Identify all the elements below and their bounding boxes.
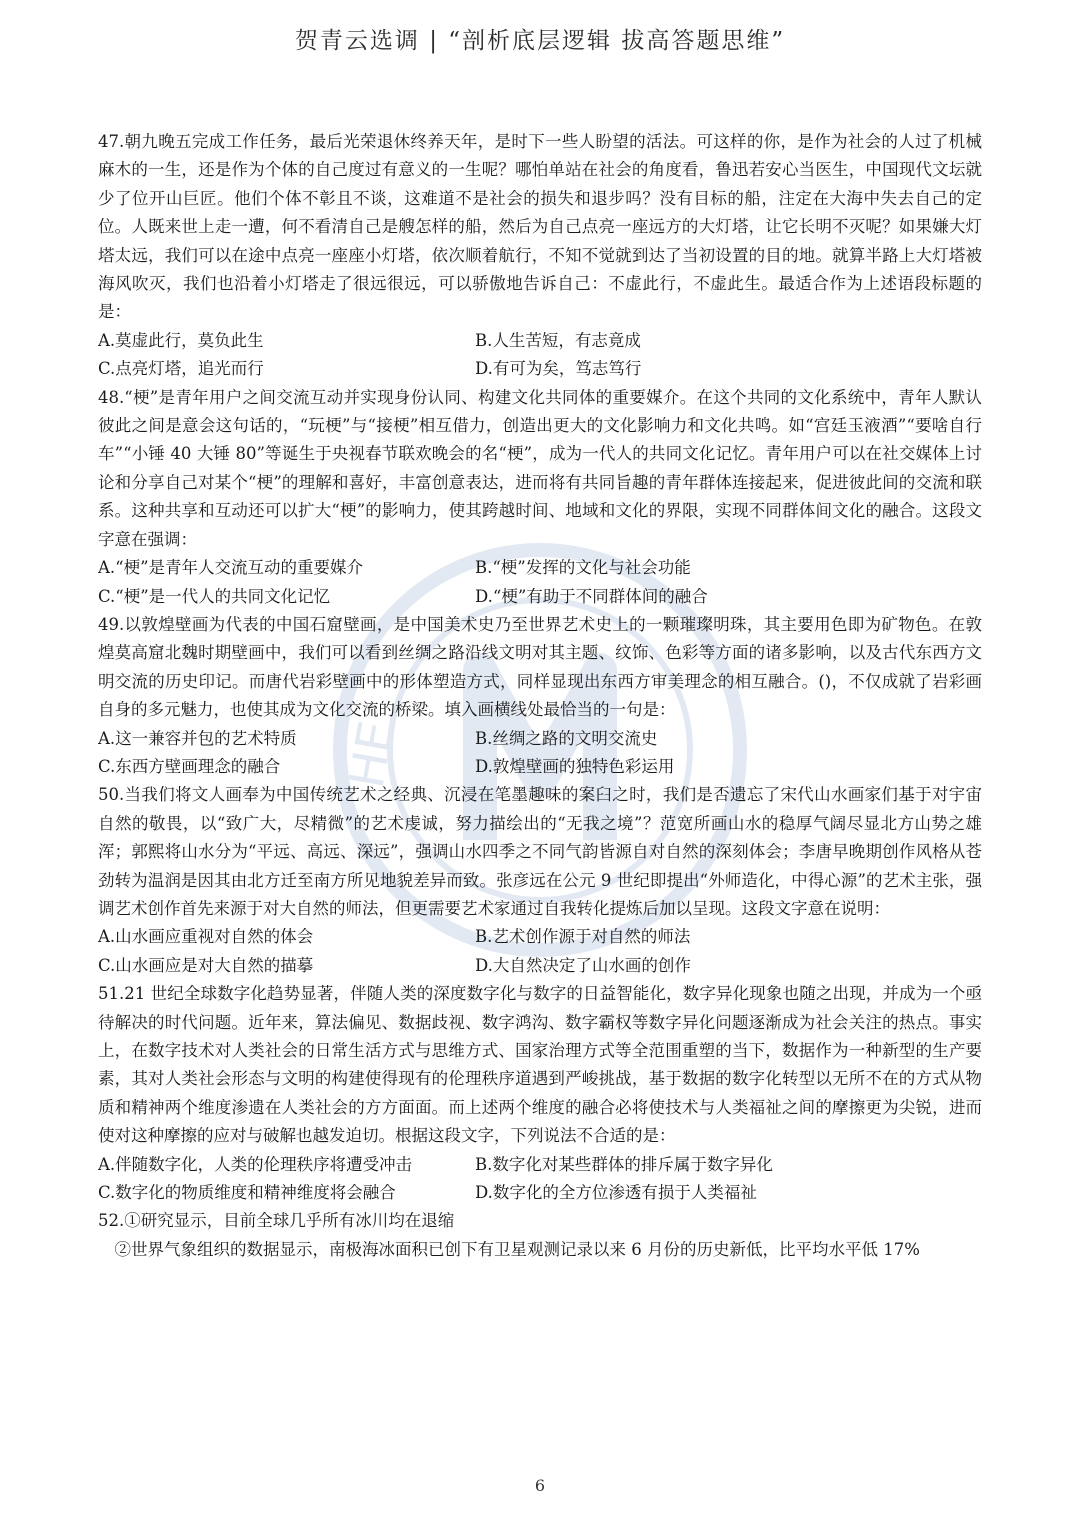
option-a[interactable]: A.莫虚此行，莫负此生 [98, 330, 264, 350]
statement-item-2: ②世界气象组织的数据显示，南极海冰面积已创下有卫星观测记录以来 6 月份的历史新低，比平均水平低 17% [114, 1239, 920, 1259]
question-48 [98, 384, 982, 611]
question-list [98, 128, 982, 1264]
option-d[interactable]: D.“梗”有助于不同群体间的融合 [475, 586, 708, 606]
question-stem: 47.朝九晚五完成工作任务，最后光荣退休终养天年，是时下一些人盼望的活法。可这样的你，是作为社会的人过了机械麻木的一生，还是作为个体的自己度过有意义的一生呢？哪怕单站在社会的角度看，鲁迅若安心当医生，中国现代文坛就少了位开山巨匠。他们个体不彰且不谈，这难道不是社会的损失和退步吗？没有目标的船，注定在大海中失去自己的定位。人既来世上走一遭，何不看清自己是艘怎样的船，然后为自己点亮一座远方的大灯塔，让它长明不灭呢？如果嫌大灯塔太远，我们可以在途中点亮一座座小灯塔，依次顺着航行，不知不觉就到达了当初设置的目的地。就算半路上大灯塔被海风吹灭，我们也沿着小灯塔走了很远很远，可以骄傲地告诉自己：不虚此行，不虚此生。最适合作为上述语段标题的是： [98, 132, 982, 322]
option-grid [98, 923, 982, 980]
page-header: 贺青云选调 | “剖析底层逻辑 拔高答题思维” [294, 28, 786, 54]
page-number: 6 [534, 1476, 546, 1495]
option-b[interactable]: B.人生苦短，有志竟成 [475, 330, 641, 350]
option-grid [98, 554, 982, 611]
question-47 [98, 128, 982, 384]
question-49 [98, 611, 982, 781]
option-a[interactable]: A.这一兼容并包的艺术特质 [98, 728, 297, 748]
option-grid [98, 1151, 982, 1208]
option-d[interactable]: D.数字化的全方位渗透有损于人类福祉 [475, 1183, 757, 1203]
question-52 [98, 1207, 982, 1264]
question-stem: 50.当我们将文人画奉为中国传统艺术之经典、沉浸在笔墨趣味的案臼之时，我们是否遗忘了宋代山水画家们基于对宇宙自然的敬畏，以“致广大，尽精微”的艺术虔诚，努力描绘出的“无我之境”？范宽所画山水的稳厚气阔尽显北方山势之雄浑；郭熙将山水分为“平远、高远、深远”，强调山水四季之不同气韵皆源自对自然的深刻体会；李唐早晚期创作风格从苍劲转为温润是因其由北方迁至南方所见地貌差异而致。张彦远在公元 9 世纪即提出“外师造化，中得心源”的艺术主张，强调艺术创作首先来源于对大自然的师法，但更需要艺术家通过自我转化提炼后加以呈现。这段文字意在说明： [98, 785, 982, 918]
question-stem: 52.①研究显示，目前全球几乎所有冰川均在退缩 [98, 1211, 455, 1231]
option-b[interactable]: B.数字化对某些群体的排斥属于数字异化 [475, 1154, 773, 1174]
watermark-text: HE [338, 716, 406, 793]
option-c[interactable]: C.数字化的物质维度和精神维度将会融合 [98, 1183, 396, 1203]
option-c[interactable]: C.东西方壁画理念的融合 [98, 756, 281, 776]
option-a[interactable]: A.“梗”是青年人交流互动的重要媒介 [98, 558, 364, 578]
question-51 [98, 980, 982, 1207]
option-c[interactable]: C.点亮灯塔，追光而行 [98, 359, 264, 379]
option-b[interactable]: B.丝绸之路的文明交流史 [475, 728, 658, 748]
option-grid [98, 327, 982, 384]
option-d[interactable]: D.敦煌壁画的独特色彩运用 [475, 756, 675, 776]
question-stem: 48.“梗”是青年用户之间交流互动并实现身份认同、构建文化共同体的重要媒介。在这个共同的文化系统中，青年人默认彼此之间是意会这句话的，“玩梗”与“接梗”相互借力，创造出更大的文化影响力和文化共鸣。如“宫廷玉液酒”“要啥自行车”“小锤 40 大锤 80”等诞生于央视春节联欢晚会的名“梗”，成为一代人的共同文化记忆。青年用户可以在社交媒体上讨论和分享自己对某个“梗”的理解和喜好，丰富创意表达，进而将有共同旨趣的青年群体连接起来，促进彼此间的交流和联系。这种共享和互动还可以扩大“梗”的影响力，使其跨越时间、地域和文化的界限，实现不同群体间文化的融合。这段文字意在强调： [98, 387, 982, 549]
option-a[interactable]: A.山水画应重视对自然的体会 [98, 927, 314, 947]
option-grid [98, 725, 982, 782]
option-c[interactable]: C.“梗”是一代人的共同文化记忆 [98, 586, 331, 606]
option-b[interactable]: B.艺术创作源于对自然的师法 [475, 927, 691, 947]
question-stem: 49.以敦煌壁画为代表的中国石窟壁画，是中国美术史乃至世界艺术史上的一颗璀璨明珠，其主要用色即为矿物色。在敦煌莫高窟北魏时期壁画中，我们可以看到丝绸之路沿线文明对其主题、纹饰、色彩等方面的诸多影响，以及古代东西方文明交流的历史印记。而唐代岩彩壁画中的形体塑造方式，同样显现出东西方审美理念的相互融合。()，不仅成就了岩彩画自身的多元魅力，也使其成为文化交流的桥梁。填入画横线处最恰当的一句是： [98, 614, 982, 720]
option-d[interactable]: D.大自然决定了山水画的创作 [475, 955, 691, 975]
option-d[interactable]: D.有可为矣，笃志笃行 [475, 359, 642, 379]
option-c[interactable]: C.山水画应是对大自然的描摹 [98, 955, 314, 975]
question-stem: 51.21 世纪全球数字化趋势显著，伴随人类的深度数字化与数字的日益智能化，数字异化现象也随之出现，并成为一个亟待解决的时代问题。近年来，算法偏见、数据歧视、数字鸿沟、数字霸权等数字异化问题逐渐成为社会关注的热点。事实上，在数字技术对人类社会的日常生活方式与思维方式、国家治理方式等全范围重塑的当下，数据作为一种新型的生产要素，其对人类社会形态与文明的构建使得现有的伦理秩序道遇到严峻挑战，基于数据的数字化转型以无所不在的方式从物质和精神两个维度渗遗在人类社会的方方面面。而上述两个维度的融合必将使技术与人类福祉之间的摩擦更为尖锐，进而使对这种摩擦的应对与破解也越发迫切。根据这段文字，下列说法不合适的是： [98, 984, 982, 1146]
option-b[interactable]: B.“梗”发挥的文化与社会功能 [475, 558, 691, 578]
question-50 [98, 781, 982, 980]
option-a[interactable]: A.伴随数字化，人类的伦理秩序将遭受冲击 [98, 1154, 413, 1174]
